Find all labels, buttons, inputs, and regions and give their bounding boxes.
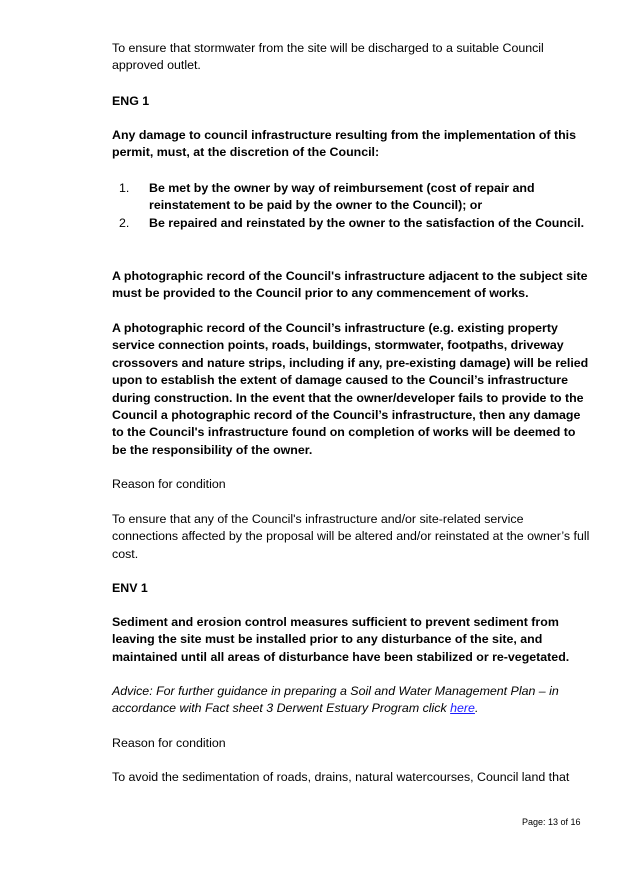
list-item: Be met by the owner by way of reimbursement (cost of repair and reinstatement to be paid by the owner to the Council); or (149, 181, 535, 213)
intro-paragraph: To ensure that stormwater from the site will be discharged to a suitable Council approved outlet. (112, 41, 544, 73)
eng1-record-required: A photographic record of the Council's infrastructure adjacent to the subject site must be provided to the Council prior to any commencement of works. (112, 269, 588, 301)
env1-heading: ENV 1 (112, 581, 148, 595)
env1-advice (112, 683, 592, 718)
eng1-record-detail: A photographic record of the Council’s infrastructure (e.g. existing property service connection points, roads, buildings, stormwater, footpaths, driveway crossovers and nature strips, including if any, pre-existing damage) will be relied upon to establish the extent of damage caused to the Council’s infrastructure during construction. In the event that the owner/developer fails to provide to the Council a photographic record of the Council’s infrastructure, then any damage to the Council's infrastructure found on completion of works will be deemed to be the responsibility of the owner. (112, 321, 589, 457)
env1-reason-label: Reason for condition (112, 736, 226, 750)
env1-condition: Sediment and erosion control measures sufficient to prevent sediment from leaving the site must be installed prior to any disturbance of the site, and maintained until all areas of disturbance have been stabilized or re-vegetated. (112, 615, 570, 664)
list-item-number: 2. (119, 216, 130, 230)
env1-reason-text: To avoid the sedimentation of roads, drains, natural watercourses, Council land that (112, 770, 570, 784)
eng1-heading: ENG 1 (112, 94, 150, 108)
list-item-number: 1. (119, 181, 130, 195)
here-link[interactable]: here (450, 701, 475, 716)
eng1-reason-text: To ensure that any of the Council's infrastructure and/or site-related service connections affected by the proposal will be altered and/or reinstated at the owner’s full cost. (112, 512, 590, 561)
advice-end: . (474, 701, 479, 716)
list-item: Be repaired and reinstated by the owner to the satisfaction of the Council. (149, 216, 585, 230)
eng1-reason-label: Reason for condition (112, 477, 226, 491)
advice-text: Advice: For further guidance in preparing a Soil and Water Management Plan – in accordance with Fact sheet 3 Derwent Estuary Program click (112, 684, 559, 716)
eng1-condition: Any damage to council infrastructure resulting from the implementation of this permit, must, at the discretion of the Council: (112, 128, 577, 160)
page-number: Page: 13 of 16 (522, 817, 581, 827)
